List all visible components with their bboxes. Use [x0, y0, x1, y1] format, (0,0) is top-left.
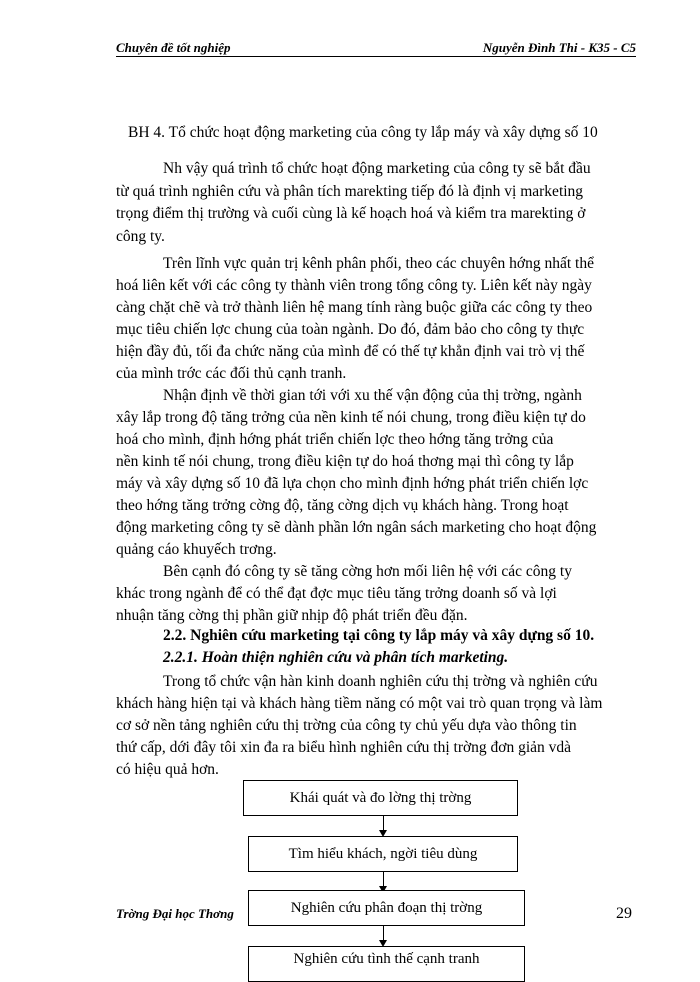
- header-left: Chuyên đề tốt nghiệp: [116, 40, 231, 55]
- para3-line: quảng cáo khuyếch trơng.: [116, 541, 277, 558]
- para4-line: Bên cạnh đó công ty sẽ tăng cờng hơn mối liên hệ với các công ty: [163, 563, 572, 580]
- flow-step-1: Khái quát và đo lờng thị trờng: [243, 780, 518, 816]
- para2-line: hiện đầy đủ, tối đa chức năng của mình để có thế tự khẳn định vai trò vị thế: [116, 343, 585, 360]
- para5-line: thứ cấp, dới đây tôi xin đa ra biểu hình nghiên cứu thị trờng đơn giản vdà: [116, 739, 572, 756]
- para3-line: xây lắp trong độ tăng trởng của nền kinh tế nói chung, trong điều kiện tự do: [116, 409, 586, 426]
- para2-line: Trên lĩnh vực quản trị kênh phân phối, theo các chuyên hớng nhất thể: [163, 255, 594, 272]
- para2-line: của mình trớc các đối thủ cạnh tranh.: [116, 365, 347, 382]
- page-number: 29: [616, 905, 632, 922]
- para3-line: hoá cho mình, định hớng phát triển chiến lợc theo hớng tăng trởng của: [116, 431, 554, 448]
- para5-line: khách hàng hiện tại và khách hàng tiềm năng có một vai trò quan trọng và làm: [116, 695, 603, 712]
- header-rule: [116, 56, 636, 57]
- header-right: Nguyễn Đình Thi - K35 - C5: [482, 40, 636, 55]
- flow-step-3: Nghiên cứu phân đoạn thị trờng: [248, 890, 525, 926]
- para2-line: mục tiêu chiến lợc chung của toàn ngành. Do đó, đảm bảo cho công ty thực: [116, 321, 585, 338]
- flow-step-2: Tìm hiểu khách, ngời tiêu dùng: [248, 836, 518, 872]
- footer-text: Trờng Đại học Thơng: [116, 906, 234, 921]
- para1-line: trọng điểm thị trường và cuối cùng là kế hoạch hoá và kiểm tra marekting ở: [116, 205, 586, 222]
- section-heading: 2.2. Nghiên cứu marketing tại công ty lắp máy và xây dựng số 10.: [163, 627, 595, 644]
- para5-line: cơ sở nền tảng nghiên cứu thị trờng của công ty chủ yếu dựa vào thông tin: [116, 717, 577, 734]
- para3-line: nền kinh tế nói chung, trong điều kiện tự do hoá thơng mại thì công ty lắp: [116, 453, 574, 470]
- para4-line: khác trong ngành để có thể đạt đợc mục tiêu tăng trởng doanh số và lợi: [116, 585, 557, 602]
- para3-line: theo hớng tăng trởng cờng độ, tăng cờng dịch vụ khách hàng. Trong hoạt: [116, 497, 569, 514]
- para3-line: máy và xây dựng số 10 đã lựa chọn cho mình định hớng phát triển chiến lợc: [116, 475, 589, 492]
- para5-line: Trong tổ chức vận hàn kinh doanh nghiên cứu thị trờng và nghiên cứu: [163, 673, 598, 690]
- subsection-heading: 2.2.1. Hoàn thiện nghiên cứu và phân tích marketing.: [163, 649, 509, 666]
- para3-line: Nhận định về thời gian tới với xu thế vận động của thị trờng, ngành: [163, 387, 582, 404]
- flow-step-4: Nghiên cứu tình thế cạnh tranh: [248, 946, 525, 982]
- para4-line: nhuận tăng cờng thị phần giữ nhịp độ phát triển đều đặn.: [116, 607, 468, 624]
- para2-line: hoá liên kết với các công ty thành viên trong tổng công ty. Liên kết này ngày: [116, 277, 592, 294]
- table-caption: BH 4. Tổ chức hoạt động marketing của công ty lắp máy và xây dựng số 10: [128, 124, 598, 141]
- para1-line: từ quá trình nghiên cứu và phân tích marekting tiếp đó là định vị marketing: [116, 183, 584, 200]
- para1-line: Nh vậy quá trình tổ chức hoạt động marketing của công ty sẽ bắt đầu: [163, 160, 591, 177]
- para1-line: công ty.: [116, 228, 165, 245]
- para5-line: có hiệu quả hơn.: [116, 761, 219, 778]
- para3-line: động marketing công ty sẽ dành phần lớn ngân sách marketing cho hoạt động: [116, 519, 597, 536]
- para2-line: càng chặt chẽ và trở thành liên hệ mang tính ràng buộc giữa các công ty theo: [116, 299, 593, 316]
